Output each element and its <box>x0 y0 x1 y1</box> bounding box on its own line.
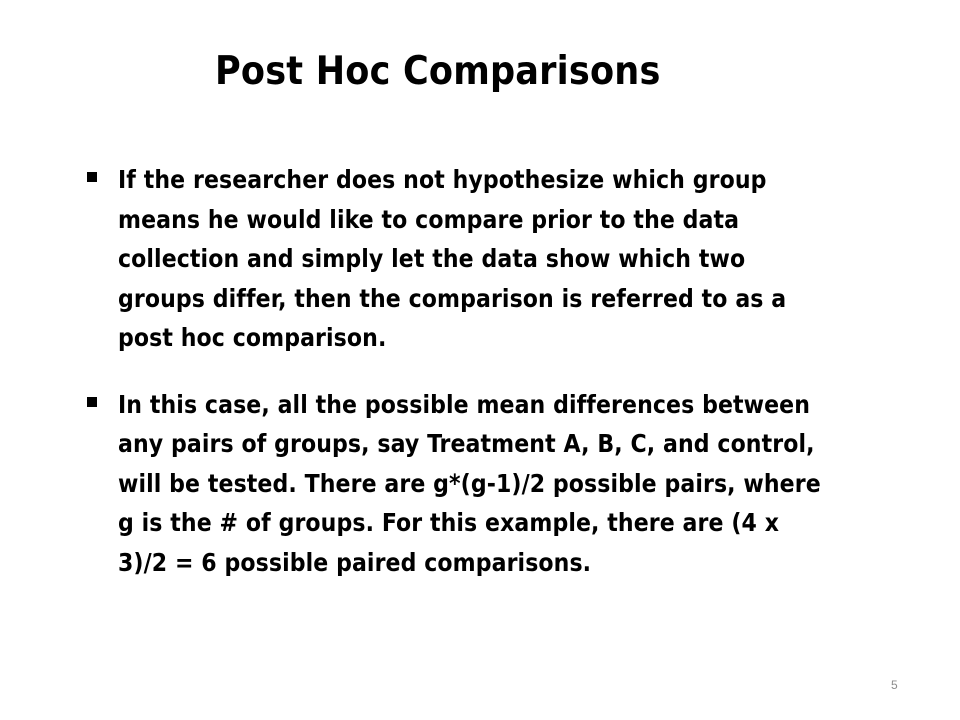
bullet-text: In this case, all the possible mean differences between any pairs of groups, say Treatment A, B, C, and control, will be tested. There are g*(g-1)/2 possible pairs, where g is the # of groups. For this example, there are (4 x 3)/2 = 6 possible paired comparisons. <box>118 389 821 577</box>
bullet-item <box>86 385 826 583</box>
slide-title: Post Hoc Comparisons <box>215 49 661 94</box>
page-number: 5 <box>891 678 898 692</box>
bullet-text: If the researcher does not hypothesize which group means he would like to compare prior to the data collection and simply let the data show which two groups differ, then the comparison is referred to as a post hoc comparison. <box>118 165 787 352</box>
square-bullet-icon <box>87 397 97 407</box>
bullet-item <box>86 160 826 358</box>
square-bullet-icon <box>87 172 97 182</box>
bullet-list <box>86 160 826 609</box>
